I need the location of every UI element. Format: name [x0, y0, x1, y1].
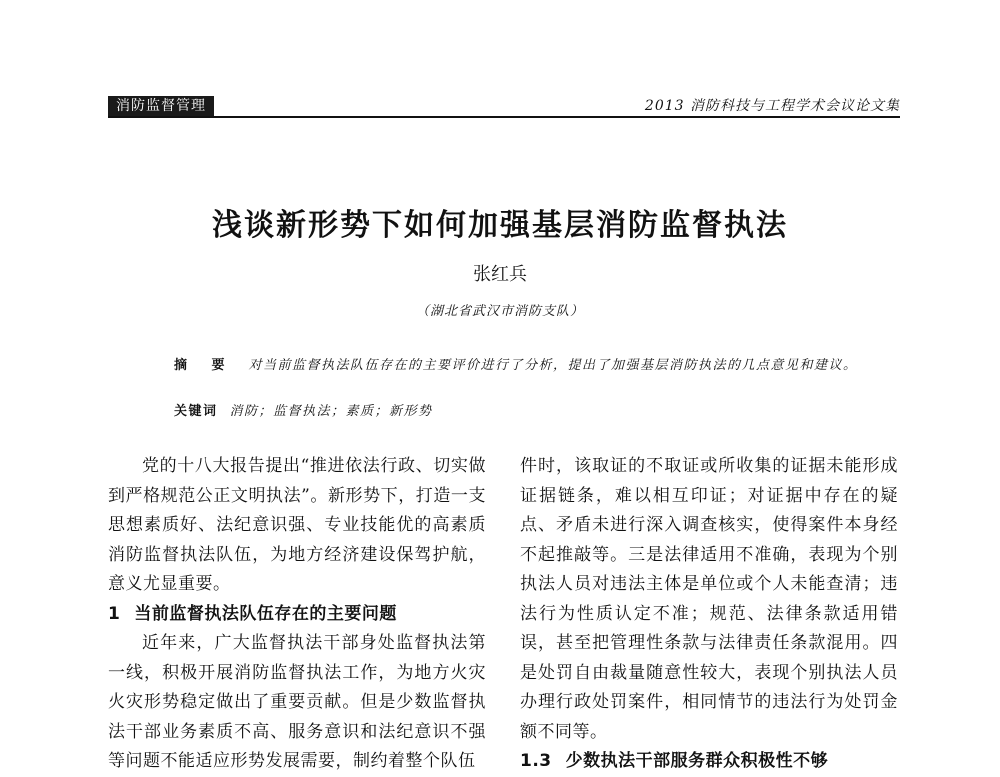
- running-header: [108, 96, 900, 118]
- section-1-number: 1: [108, 603, 121, 624]
- keywords-text: 消防；监督执法；素质；新形势: [229, 404, 433, 419]
- section-1-heading: [108, 600, 486, 630]
- article-author: 张红兵: [473, 264, 527, 285]
- right-paragraph-1: 件时，该取证的不取证或所收集的证据未能形成证据链条，难以相互印证；对证据中存在的疑点、矛盾未进行深入调查核实，使得案件本身经不起推敲等。三是法律适用不准确，表现为个别执法人员对违法主体是单位或个人未能查清；违法行为性质认定不准；规范、法律条款适用错误，甚至把管理性条款与法律责任条款混用。四是处罚自由裁量随意性较大，表现个别执法人员办理行政处罚案件，相同情节的违法行为处罚金额不同等。: [520, 456, 898, 742]
- journal-name: 2013 消防科技与工程学术会议论文集: [644, 98, 900, 114]
- abstract-label: 摘 要: [174, 358, 235, 373]
- keywords: [174, 400, 433, 424]
- keywords-label: 关键词: [174, 404, 218, 419]
- left-paragraph-2: 近年来，广大监督执法干部身处监督执法第一线，积极开展消防监督执法工作，为地方火灾火灾形势稳定做出了重要贡献。但是少数监督执法干部业务素质不高、服务意识和法纪意识不强等问题不能适应形势发展需要，制约着整个队伍: [108, 633, 486, 771]
- section-1-3-title: 少数执法干部服务群众积极性不够: [565, 751, 829, 771]
- right-column: [520, 452, 898, 777]
- left-column: [108, 452, 486, 777]
- section-1-title: 当前监督执法队伍存在的主要问题: [134, 603, 397, 624]
- abstract: [140, 352, 860, 380]
- section-1-3-heading: [520, 747, 898, 777]
- section-tag: 消防监督管理: [108, 96, 214, 116]
- article-affiliation: （湖北省武汉市消防支队）: [415, 304, 584, 319]
- section-1-3-number: 1.3: [520, 751, 552, 771]
- abstract-text: 对当前监督执法队伍存在的主要评价进行了分析，提出了加强基层消防执法的几点意见和建议。: [248, 358, 858, 373]
- article-title: 浅谈新形势下如何加强基层消防监督执法: [212, 208, 788, 243]
- left-paragraph-1: 党的十八大报告提出“推进依法行政、切实做到严格规范公正文明执法”。新形势下，打造一支思想素质好、法纪意识强、专业技能优的高素质消防监督执法队伍，为地方经济建设保驾护航，意义尤显重要。: [108, 456, 486, 594]
